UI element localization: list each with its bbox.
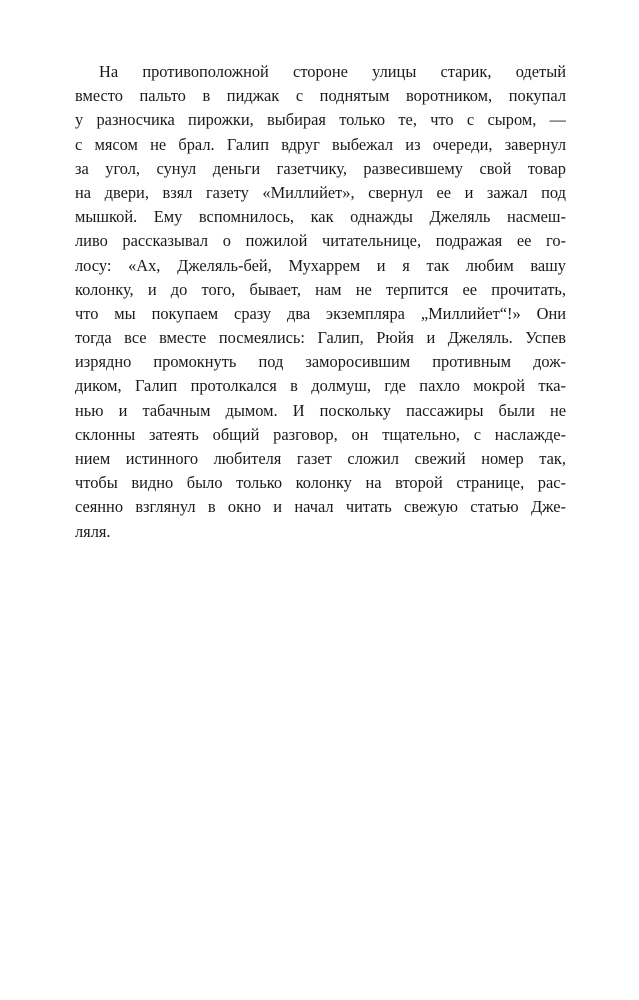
text-line: колонку, и до того, бывает, нам не терпится ее прочитать, xyxy=(75,279,566,299)
text-line: нью и табачным дымом. И поскольку пассажиры были не xyxy=(75,400,566,420)
text-line: ливо рассказывал о пожилой читательнице, подражая ее го- xyxy=(75,231,566,251)
text-line: диком, Галип протолкался в долмуш, где пахло мокрой тка- xyxy=(75,376,566,396)
text-line: за угол, сунул деньги газетчику, развесившему свой товар xyxy=(75,158,566,178)
text-line: тогда все вместе посмеялись: Галип, Рюйя и Джеляль. Успев xyxy=(75,328,566,348)
text-line: на двери, взял газету «Миллийет», свернул ее и зажал под xyxy=(75,182,566,202)
text-line: нием истинного любителя газет сложил свежий номер так, xyxy=(75,449,566,468)
text-line: с мясом не брал. Галип вдруг выбежал из очереди, завернул xyxy=(75,134,566,154)
text-line: изрядно промокнуть под заморосившим противным дож- xyxy=(75,352,566,372)
text-line: у разносчика пирожки, выбирая только те, что с сыром, — xyxy=(75,110,566,130)
text-line: чтобы видно было только колонку на второй странице, рас- xyxy=(75,473,566,493)
text-line: что мы покупаем сразу два экземпляра „Миллийет“!» Они xyxy=(75,303,566,323)
text-line: На противоположной стороне улицы старик, одетый xyxy=(99,62,566,81)
text-line: мышкой. Ему вспомнилось, как однажды Джеляль насмеш- xyxy=(75,207,566,227)
paragraph xyxy=(75,60,566,544)
text-line: склонны затеять общий разговор, он тщательно, с наслажде- xyxy=(75,424,566,444)
text-line: лосу: «Ах, Джеляль-бей, Мухаррем и я так любим вашу xyxy=(75,255,566,275)
text-line: вместо пальто в пиджак с поднятым воротником, покупал xyxy=(75,86,566,106)
text-line: сеянно взглянул в окно и начал читать свежую статью Дже- xyxy=(75,497,566,517)
text-line: ляля. xyxy=(75,521,111,541)
